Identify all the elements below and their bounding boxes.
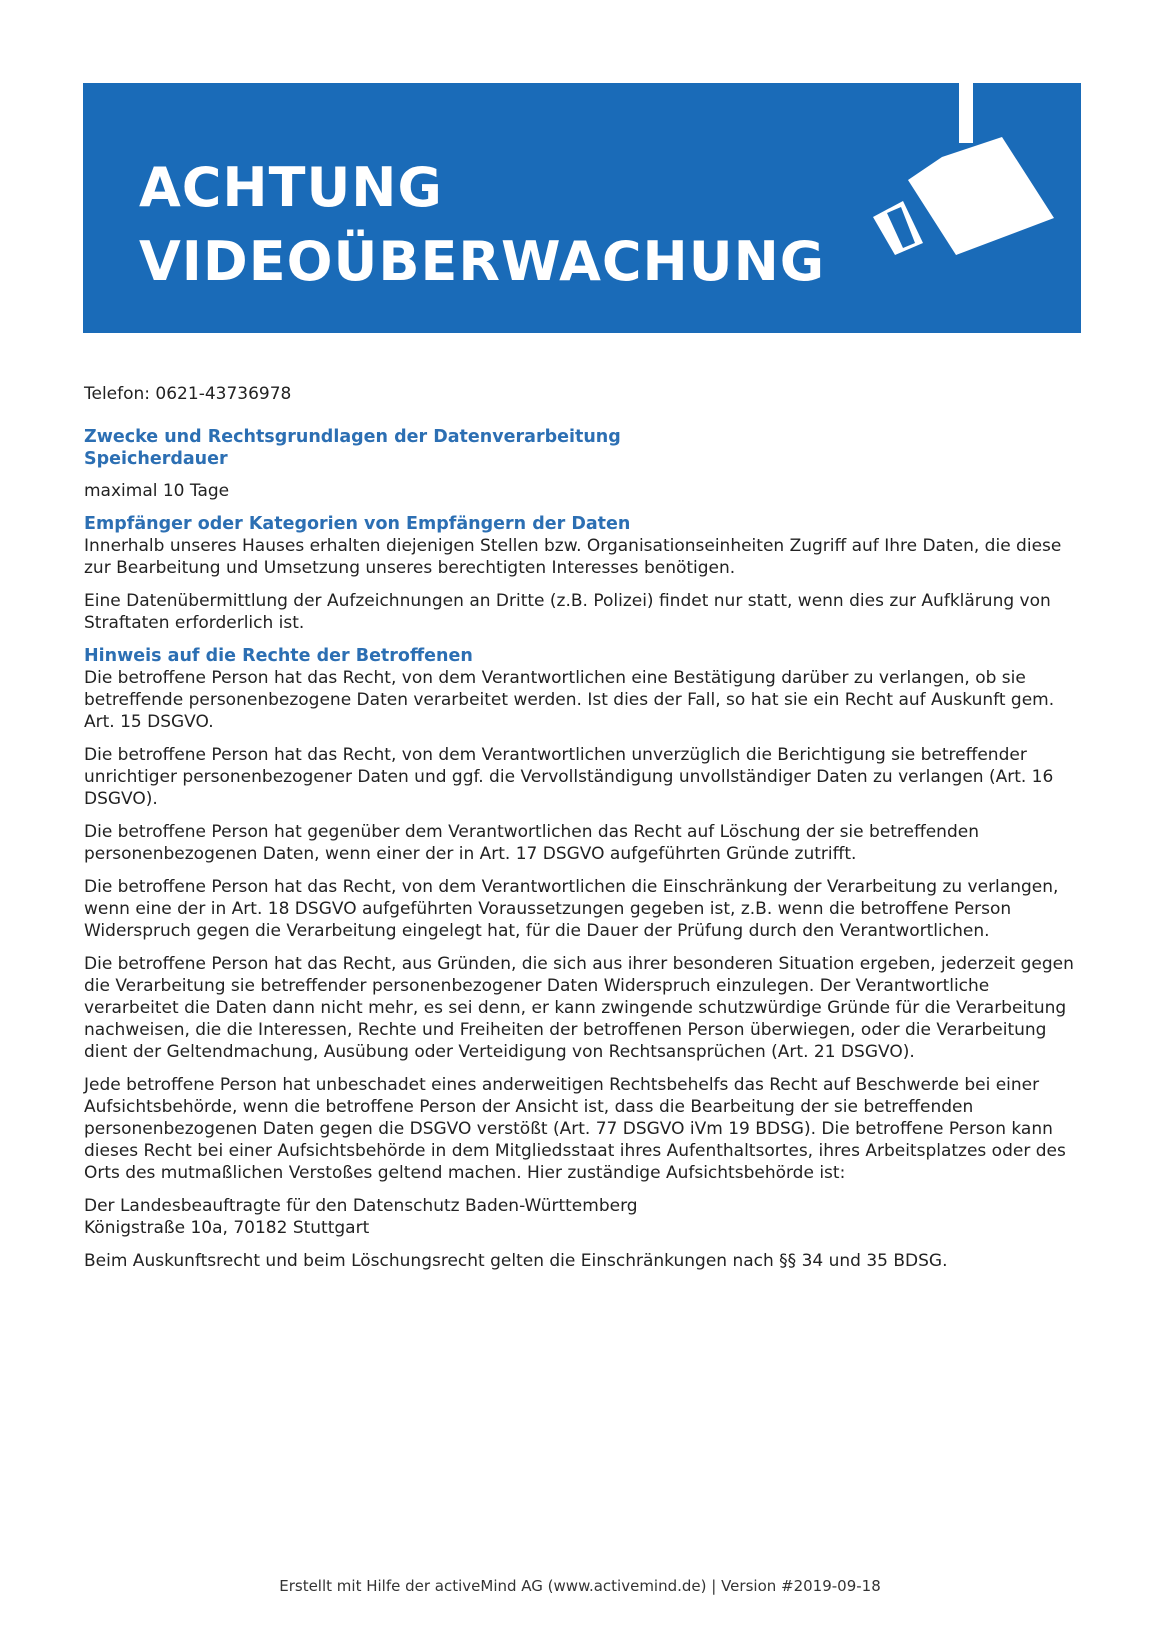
authority-address <box>84 1195 1084 1239</box>
authority-name: Der Landesbeauftragte für den Datenschutz Baden-Württemberg <box>84 1196 638 1216</box>
recipients-paragraph-2: Eine Datenübermittlung der Aufzeichnungen an Dritte (z.B. Polizei) findet nur statt, wenn dies zur Aufklärung von Straftaten erforderlich ist. <box>84 591 1051 633</box>
recipients-paragraph-1: Innerhalb unseres Hauses erhalten diejenigen Stellen bzw. Organisationseinheiten Zugriff auf Ihre Daten, die diese zur Bearbeitung und Umsetzung unseres berechtigten Interesses benötigen. <box>84 536 1062 578</box>
rights-paragraph-6: Jede betroffene Person hat unbeschadet eines anderweitigen Rechtsbehelfs das Recht auf Beschwerde bei einer Aufsichtsbehörde, wenn die betroffene Person der Ansicht ist, dass die Bearbeitung der sie betreffenden personenbezogenen Daten gegen die DSGVO verstößt (Art. 77 DSGVO iVm 19 BDSG). Die betroffene Person kann dieses Recht bei einer Aufsichtsbehörde in dem Mitgliedsstaat ihres Aufenthaltsortes, ihres Arbeitsplatzes oder des Orts des mutmaßlichen Verstoßes geltend machen. Hier zuständige Aufsichtsbehörde ist: <box>84 1075 1066 1183</box>
banner-title-line2: VIDEOÜBERWACHUNG <box>139 230 826 293</box>
rights-paragraph-3: Die betroffene Person hat gegenüber dem Verantwortlichen das Recht auf Löschung der sie betreffenden personenbezogenen Daten, wenn einer der in Art. 17 DSGVO aufgeführten Gründe zutrifft. <box>84 822 979 864</box>
banner-title-line1: ACHTUNG <box>139 156 443 219</box>
footer-credit: Erstellt mit Hilfe der activeMind AG (www.activemind.de) | Version #2019-09-18 <box>279 1577 881 1595</box>
rights-paragraph-5: Die betroffene Person hat das Recht, aus Gründen, die sich aus ihrer besonderen Situation ergeben, jederzeit gegen die Verarbeitung sie betreffender personenbezogener Daten Widerspruch einzulegen. Der Verantwortliche verarbeitet die Daten dann nicht mehr, es sei denn, er kann zwingende schutzwürdige Gründe für die Verarbeitung nachweisen, die die Interessen, Rechte und Freiheiten der betroffenen Person überwiegen, oder die Verarbeitung dient der Geltendmachung, Ausübung oder Verteidigung von Rechtsansprüchen (Art. 21 DSGVO). <box>84 954 1074 1062</box>
storage-heading: Speicherdauer <box>84 449 228 469</box>
phone-number: Telefon: 0621-43736978 <box>84 384 292 404</box>
purpose-heading: Zwecke und Rechtsgrundlagen der Datenverarbeitung <box>84 427 621 447</box>
storage-text: maximal 10 Tage <box>84 481 230 501</box>
rights-heading: Hinweis auf die Rechte der Betroffenen <box>84 646 473 666</box>
rights-paragraph-4: Die betroffene Person hat das Recht, von dem Verantwortlichen die Einschränkung der Verarbeitung zu verlangen, wenn eine der in Art. 18 DSGVO aufgeführten Voraussetzungen gegeben ist, z.B. wenn die betroffene Person Widerspruch gegen die Verarbeitung eingelegt hat, für die Dauer der Prüfung durch den Verantwortlichen. <box>84 877 1059 941</box>
camera-icon <box>823 83 1081 333</box>
document-body <box>84 383 1084 1283</box>
rights-paragraph-2: Die betroffene Person hat das Recht, von dem Verantwortlichen unverzüglich die Berichtigung sie betreffender unrichtiger personenbezogener Daten und ggf. die Vervollständigung unvollständiger Daten zu verlangen (Art. 16 DSGVO). <box>84 745 1054 809</box>
rights-paragraph-7: Beim Auskunftsrecht und beim Löschungsrecht gelten die Einschränkungen nach §§ 34 und 35 BDSG. <box>84 1251 948 1271</box>
recipients-heading: Empfänger oder Kategorien von Empfängern der Daten <box>84 514 631 534</box>
banner-title <box>139 151 825 299</box>
authority-street: Königstraße 10a, 70182 Stuttgart <box>84 1218 370 1238</box>
header-banner <box>83 83 1081 333</box>
rights-paragraph-1: Die betroffene Person hat das Recht, von dem Verantwortlichen eine Bestätigung darüber zu verlangen, ob sie betreffende personenbezogene Daten verarbeitet werden. Ist dies der Fall, so hat sie ein Recht auf Auskunft gem. Art. 15 DSGVO. <box>84 668 1055 732</box>
